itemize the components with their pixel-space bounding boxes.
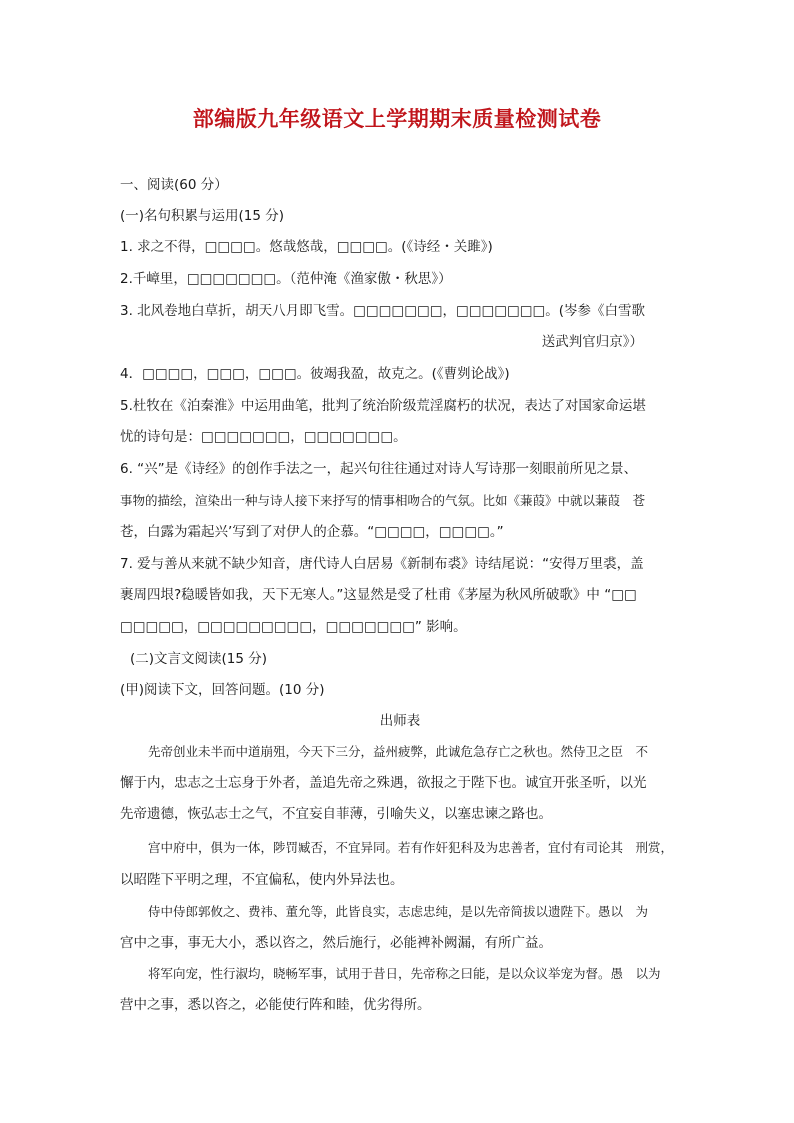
passage-title: 出师表 [379,713,421,729]
section-heading: 一、阅读(60 分） [120,177,228,193]
question-2: 2.千嶂里，□□□□□□□。（范仲淹《渔家傲・秋思》） [120,271,452,287]
question-7-continued-2: □□□□□，□□□□□□□□□，□□□□□□□” 影响。 [120,619,467,635]
passage-paragraph-3-line-2: 宫中之事，事无大小，悉以咨之，然后施行，必能裨补阙漏，有所广益。 [120,935,552,951]
passage-paragraph-1-line-3: 先帝遗德，恢弘志士之气，不宜妄自菲薄，引喻失义，以塞忠谏之路也。 [120,806,552,822]
passage-paragraph-2: 宫中府中，俱为一体，陟罚臧否，不宜异同。若有作奸犯科及为忠善者，宜付有司论其 刑赏， [148,840,674,855]
question-7: 7. 爱与善从来就不缺少知音，唐代诗人白居易《新制布裘》诗结尾说：“安得万里裘，盖 [120,556,644,572]
question-6: 6. “兴”是《诗经》的创作手法之一，起兴句往往通过对诗人写诗那一刻眼前所见之景、 [120,461,638,477]
passage-paragraph-1: 先帝创业未半而中道崩殂，今天下三分，益州疲弊，此诚危急存亡之秋也。然侍卫之臣 不 [148,744,649,759]
question-1: 1. 求之不得，□□□□。悠哉悠哉，□□□□。(《诗经・关雎》) [120,239,493,255]
question-3-continued: 送武判官归京》） [541,334,643,350]
passage-paragraph-3: 侍中侍郎郭攸之、费祎、董允等，此皆良实，志虑忠纯，是以先帝简拔以遗陛下。愚以 为 [148,904,649,919]
question-6-continued-2: 苍，白露为霜起兴’写到了对伊人的企慕。“□□□□，□□□□。” [120,524,504,540]
passage-paragraph-4-line-2: 营中之事，悉以咨之，必能使行阵和睦，优劣得所。 [120,997,431,1013]
question-4: 4．□□□□，□□□，□□□。彼竭我盈，故克之。(《曹刿论战》) [120,366,510,382]
passage-paragraph-1-line-2: 懈于内，忠志之士忘身于外者，盖追先帝之殊遇，欲报之于陛下也。诚宜开张圣听，以光 [120,775,647,791]
passage-paragraph-4: 将军向宠，性行淑均，晓畅军事，试用于昔日，先帝称之曰能，是以众议举宠为督。愚 以为 [148,966,661,981]
page-title: 部编版九年级语文上学期期末质量检测试卷 [192,107,602,131]
question-6-continued: 事物的描绘，渲染出一种与诗人接下来抒写的情事相吻合的气氛。比如《蒹葭》中就以蒹葭 苍 [120,493,646,508]
question-3: 3. 北风卷地白草折，胡天八月即飞雪。□□□□□□□，□□□□□□□。(岑参《白雪歌 [120,303,646,319]
subsection-heading-2: (二)文言文阅读(15 分) [130,651,268,667]
question-7-continued: 裹周四垠?稳暖皆如我，天下无寒人。”这显然是受了杜甫《茅屋为秋风所破歌》中 “□□ [120,587,637,603]
question-5: 5.杜牧在《泊秦淮》中运用曲笔，批判了统治阶级荒淫腐朽的状况，表达了对国家命运堪 [120,398,646,414]
subsection-heading: (一)名句积累与运用(15 分) [120,208,285,224]
subsection-instruction: (甲)阅读下文，回答问题。(10 分) [120,682,325,698]
passage-paragraph-2-line-2: 以昭陛下平明之理，不宜偏私，使内外异法也。 [120,872,404,888]
question-5-continued: 忧的诗句是：□□□□□□□，□□□□□□□。 [120,429,407,445]
